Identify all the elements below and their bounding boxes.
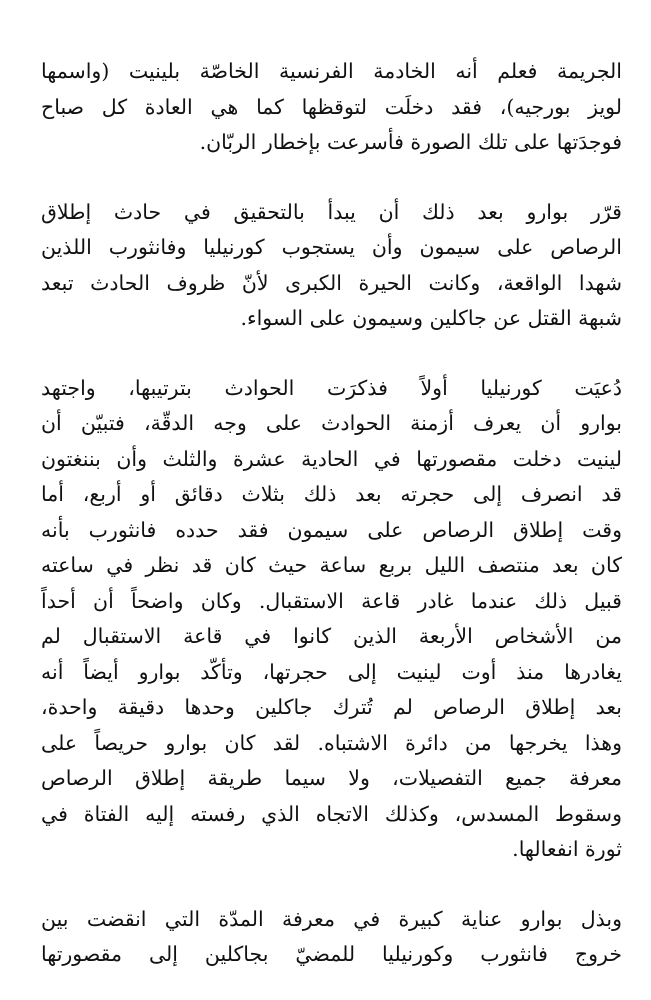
text-line: بوارو أن يعرف أزمنة الحوادث على وجه الدقّة، فتبيّن أن (41, 411, 622, 435)
paragraph-time-elapsed (41, 902, 622, 973)
text-line: قد انصرف إلى حجرته بعد ذلك بثلاث دقائق أو أربع، أما (41, 482, 622, 506)
text-line: وسقوط المسدس، وكذلك الاتجاه الذي رفسته إليه الفتاة في (41, 801, 622, 826)
text-line: يغادرها منذ أوت لينيت إلى حجرتها، وتأكّد بوارو أيضاً أنه (41, 659, 622, 684)
text-line: لينيت دخلت مقصورتها في الحادية عشرة والثلث وأن بننغتون (41, 446, 622, 471)
text-line: شبهة القتل عن جاكلين وسيمون على السواء. (240, 306, 622, 330)
text-line: بعد إطلاق الرصاص لم تُترك جاكلين وحدها دقيقة واحدة، (41, 695, 622, 719)
text-line: معرفة جميع التفصيلات، ولا سيما طريقة إطلاق الرصاص (41, 766, 622, 790)
text-line: وبذل بوارو عناية كبيرة في معرفة المدّة التي انقضت بين (41, 906, 622, 931)
text-line: فوجدَتها على تلك الصورة فأسرعت بإخطار الربّان. (199, 130, 622, 154)
paragraph-cornelia-testimony (41, 371, 622, 868)
text-line: وقت إطلاق الرصاص على سيمون فقد حدده فانثورب بأنه (41, 517, 622, 542)
text-line: قرّر بوارو بعد ذلك أن يبدأ بالتحقيق في حادث إطلاق (41, 199, 622, 224)
text-line: من الأشخاص الأربعة الذين كانوا في قاعة الاستقبال لم (41, 624, 622, 648)
text-line: كان بعد منتصف الليل بربع ساعة حيث كان قد نظر في ساعته (41, 553, 622, 577)
text-line: الجريمة فعلم أنه الخادمة الفرنسية الخاصّة بلينيت (واسمها (41, 59, 622, 83)
text-line: وهذا يخرجها من دائرة الاشتباه. لقد كان بوارو حريصاً على (41, 730, 622, 755)
text-line: قبيل ذلك عندما غادر قاعة الاستقبال. وكان واضحاً أن أحداً (41, 588, 622, 613)
text-line: الرصاص على سيمون وأن يستجوب كورنيليا وفانثورب اللذين (41, 235, 622, 259)
text-line: لويز بورجيه)، فقد دخلَت لتوقظها كما هي العادة كل صباح (41, 94, 622, 119)
paragraph-investigation-plan (41, 195, 622, 337)
text-line: ثورة انفعالها. (512, 837, 622, 861)
text-line: خروج فانثورب وكورنيليا للمضيّ بجاكلين إلى مقصورتها (41, 942, 622, 966)
paragraph-maid-discovery (41, 54, 622, 161)
text-line: دُعيَت كورنيليا أولاً فذكرَت الحوادث بترتيبها، واجتهد (41, 375, 622, 400)
text-line: شهدا الواقعة، وكانت الحيرة الكبرى لأنّ ظروف الحادث تبعد (41, 270, 622, 295)
